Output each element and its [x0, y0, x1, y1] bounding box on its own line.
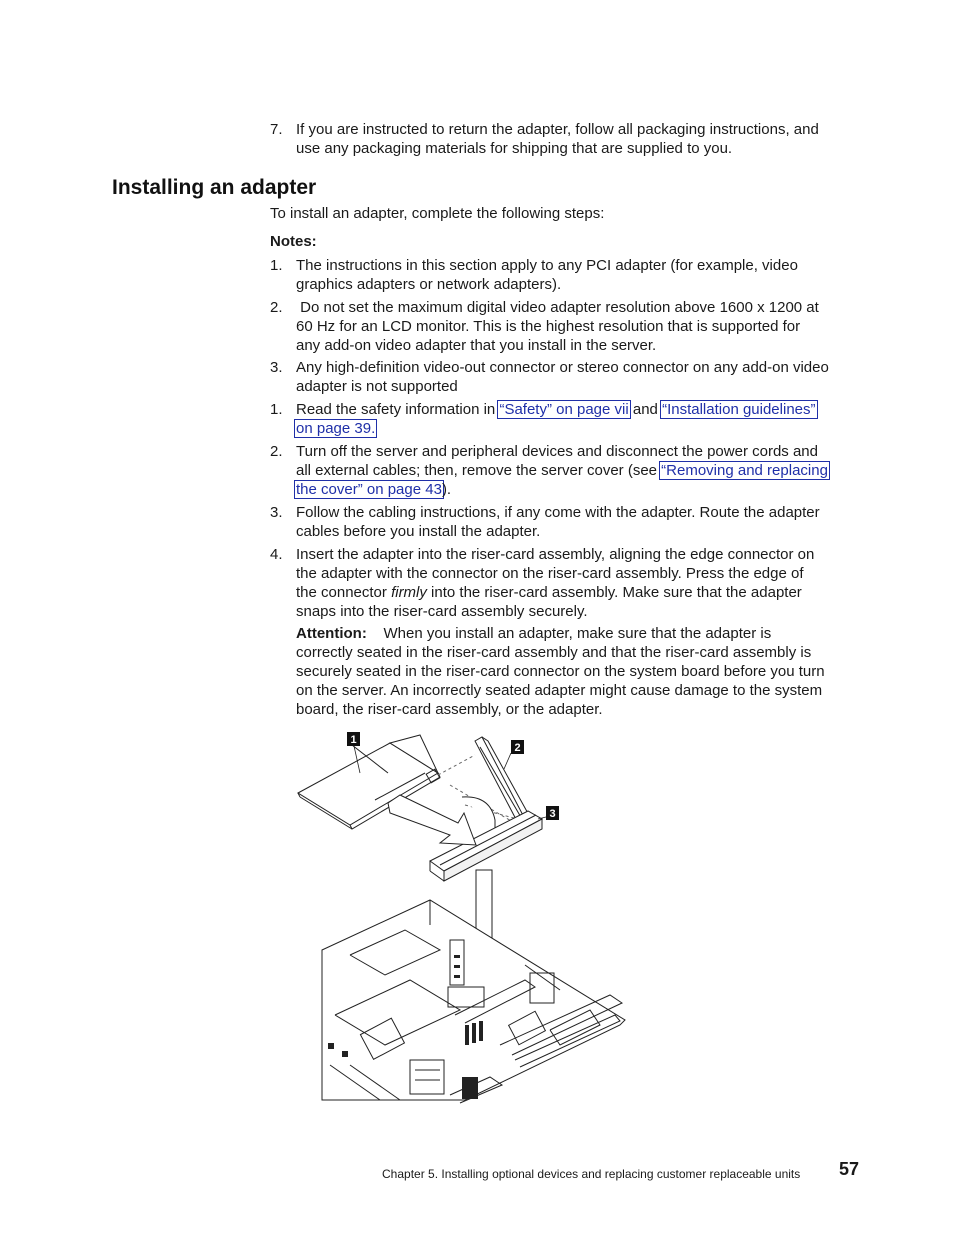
step-text-line: use any packaging materials for shipping that are supplied to you.	[296, 140, 733, 157]
note-number: 2.	[270, 299, 283, 316]
step-text-line: Follow the cabling instructions, if any come with the adapter. Route the adapter	[296, 504, 820, 521]
step-number: 1.	[270, 401, 283, 418]
note-number: 3.	[270, 359, 283, 376]
note-number: 1.	[270, 257, 283, 274]
step-text-line: If you are instructed to return the adapter, follow all packaging instructions, and	[296, 121, 819, 138]
step-text: into the riser-card assembly. Make sure that the adapter	[426, 584, 802, 601]
notes-label: Notes:	[270, 233, 317, 250]
note-text-line: adapter is not supported	[296, 378, 458, 395]
insertion-arrow	[388, 795, 476, 845]
attention-text-line: on the server. An incorrectly seated adapter might cause damage to the system	[296, 682, 823, 699]
step-number: 2.	[270, 443, 283, 460]
step-text: Read the safety information in	[296, 401, 500, 418]
link-installation-guidelines[interactable]: “Installation guidelines”	[662, 401, 816, 418]
link-removing-cover-page[interactable]: the cover” on page 43	[296, 481, 442, 498]
step-text: ).	[441, 481, 452, 498]
note-text-line: any add-on video adapter that you install in the server.	[296, 337, 657, 354]
step-text-line: snaps into the riser-card assembly securely.	[296, 603, 588, 620]
step-text-line: cables before you install the adapter.	[296, 523, 541, 540]
step-text-line: Insert the adapter into the riser-card assembly, aligning the edge connector on	[296, 546, 815, 563]
callout-2	[511, 740, 524, 754]
emphasis-firmly: firmly	[391, 584, 427, 601]
attention-text: When you install an adapter, make sure that the adapter is	[383, 625, 772, 642]
step-text: all external cables; then, remove the server cover (see	[296, 462, 662, 479]
section-heading: Installing an adapter	[112, 176, 317, 199]
note-text-line: Do not set the maximum digital video adapter resolution above 1600 x 1200 at	[296, 299, 819, 316]
step-text-line: the adapter with the connector on the riser-card assembly. Press the edge of	[296, 565, 804, 582]
step-number: 3.	[270, 504, 283, 521]
step-text-line: Turn off the server and peripheral devices and disconnect the power cords and	[296, 443, 818, 460]
callout-2-label: 2	[514, 742, 521, 754]
step-number: 7.	[270, 121, 283, 138]
note-text-line: Any high-definition video-out connector or stereo connector on any add-on video	[296, 359, 829, 376]
attention-text-line: correctly seated in the riser-card assembly and that the riser-card assembly is	[296, 644, 812, 661]
adapter-installation-illustration	[290, 725, 640, 1110]
link-removing-cover[interactable]: “Removing and replacing	[661, 462, 828, 479]
link-installation-guidelines-page[interactable]: on page 39.	[296, 420, 376, 437]
attention-label: Attention:	[296, 625, 367, 642]
step-number: 4.	[270, 546, 283, 563]
attention-block	[296, 624, 865, 719]
callout-1	[347, 732, 360, 746]
link-safety[interactable]: “Safety” on page vii	[499, 401, 629, 418]
page-number: 57	[839, 1159, 860, 1179]
callout-3-label: 3	[549, 808, 556, 820]
server-chassis	[322, 900, 625, 1103]
note-text-line: 60 Hz for an LCD monitor. This is the highest resolution that is supported for	[296, 318, 801, 335]
callout-2-leader	[504, 753, 511, 769]
intro-text: To install an adapter, complete the following steps:	[270, 205, 605, 222]
callout-1-label: 1	[350, 734, 357, 746]
callout-3	[546, 806, 559, 820]
step-text: the connector	[296, 584, 392, 601]
note-text-line: The instructions in this section apply to any PCI adapter (for example, video	[296, 257, 798, 274]
footer-chapter: Chapter 5. Installing optional devices and replacing customer replaceable units	[382, 1167, 801, 1181]
note-text-line: graphics adapters or network adapters).	[296, 276, 562, 293]
attention-text-line: board, the riser-card assembly, or the adapter.	[296, 701, 603, 718]
attention-text-line: securely seated in the riser-card connector on the system board before you turn	[296, 663, 825, 680]
step-text: and	[628, 401, 663, 418]
